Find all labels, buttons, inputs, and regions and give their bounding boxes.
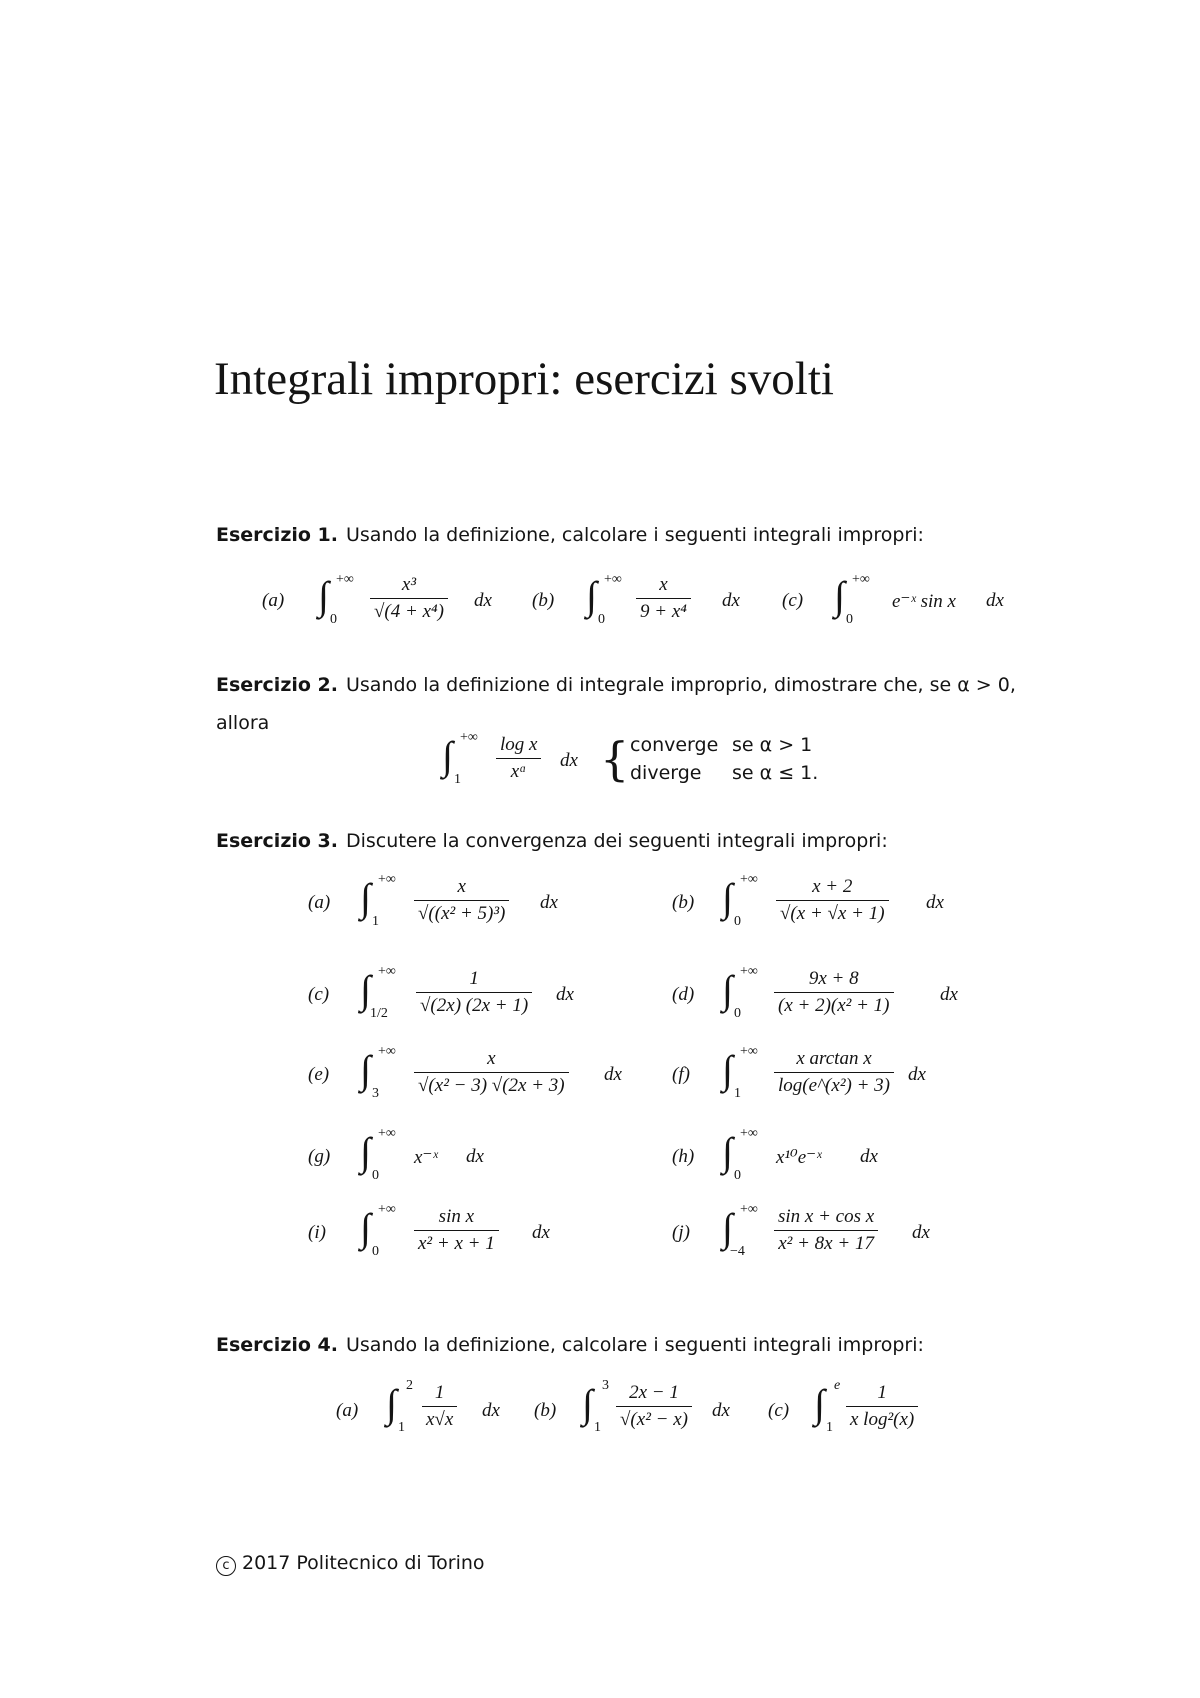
denominator: x log²(x) [846,1406,918,1431]
differential: dx [912,1222,930,1243]
exercise-4-statement [216,1334,924,1356]
item-tag: (c) [782,590,804,611]
exercise-3-item-g [308,1126,638,1190]
denominator: √(x² − x) [616,1406,692,1431]
exercise-4-item-c [768,1378,968,1448]
exercise-3-item-h [672,1126,1002,1190]
differential: dx [560,750,578,771]
page-title: Integrali impropri: esercizi svolti [214,353,834,405]
integral-sign: ∫ [360,967,371,1012]
upper-limit: 3 [602,1378,609,1393]
numerator: x + 2 [812,876,853,897]
exercise-2-integral [442,730,842,800]
upper-limit: +∞ [378,1126,396,1141]
numerator: 1 [469,968,479,989]
fraction [414,876,509,925]
differential: dx [986,590,1004,611]
upper-limit: +∞ [740,1044,758,1059]
item-tag: (e) [308,1064,330,1085]
denominator: √(4 + x⁴) [370,598,448,623]
denominator: √((x² + 5)³) [414,900,509,925]
exercise-4-label: Esercizio 4. [216,1334,338,1356]
differential: dx [482,1400,500,1421]
upper-limit: +∞ [378,1202,396,1217]
item-tag: (j) [672,1222,690,1243]
fraction [636,574,691,623]
exercise-3-item-f [672,1044,1002,1114]
integral-sign: ∫ [318,573,329,618]
exercise-3-item-b [672,872,1002,942]
fraction [774,968,894,1017]
lower-limit: 1 [454,772,461,787]
integrand: x¹⁰e⁻ˣ [776,1147,822,1168]
exercise-2-text: Usando la definizione di integrale improprio, dimostrare che, se α > 0, [346,674,1016,696]
upper-limit: +∞ [460,730,478,745]
lower-limit: 0 [734,1006,741,1021]
integral-sign: ∫ [386,1381,397,1426]
item-tag: (b) [534,1400,557,1421]
lower-limit: 1/2 [370,1006,388,1021]
exercise-4-text: Usando la definizione, calcolare i seguenti integrali impropri: [346,1334,924,1356]
numerator: x³ [401,574,417,595]
integral-sign: ∫ [814,1381,825,1426]
differential: dx [908,1064,926,1085]
numerator: 9x + 8 [808,968,859,989]
fraction [370,574,448,623]
fraction [774,1206,878,1255]
item-tag: (b) [672,892,695,913]
exercise-1-item-b [532,572,772,636]
item-tag: (h) [672,1146,695,1167]
upper-limit: +∞ [336,572,354,587]
upper-limit: +∞ [378,964,396,979]
integral-sign: ∫ [586,573,597,618]
upper-limit: 2 [406,1378,413,1393]
fraction [616,1382,692,1431]
integral-sign: ∫ [442,733,453,778]
numerator: 1 [434,1382,445,1403]
exercise-3-item-c [308,964,638,1034]
lower-limit: 0 [734,1168,741,1183]
lower-limit: 3 [372,1086,379,1101]
upper-limit: +∞ [378,872,396,887]
numerator: sin x + cos x [778,1206,875,1227]
denominator: xᵅ [496,758,541,783]
numerator: x arctan x [796,1048,872,1069]
numerator: x [659,574,668,595]
differential: dx [940,984,958,1005]
fraction [422,1382,457,1431]
footer [216,1552,485,1576]
denominator: log(e^(x²) + 3) [774,1072,894,1097]
differential: dx [466,1146,484,1167]
fraction [496,734,541,783]
case-condition: se α > 1 [732,734,813,756]
integral-sign: ∫ [360,1205,371,1250]
item-tag: (b) [532,590,555,611]
integral-sign: ∫ [722,1205,733,1250]
exercise-3-text: Discutere la convergenza dei seguenti integrali impropri: [346,830,888,852]
integral-sign: ∫ [582,1381,593,1426]
exercise-1-label: Esercizio 1. [216,524,338,546]
exercise-3-item-i [308,1202,638,1272]
exercise-2-statement [216,674,1016,696]
denominator: √(2x) (2x + 1) [416,992,532,1017]
lower-limit: 1 [734,1086,741,1101]
integrand: e⁻ˣ sin x [892,591,956,612]
fraction [774,1048,894,1097]
differential: dx [532,1222,550,1243]
exercise-1-text: Usando la definizione, calcolare i seguenti integrali impropri: [346,524,924,546]
lower-limit: 1 [594,1420,601,1435]
integral-sign: ∫ [360,875,371,920]
integral-sign: ∫ [360,1129,371,1174]
upper-limit: +∞ [740,964,758,979]
upper-limit: e [834,1378,841,1393]
upper-limit: +∞ [852,572,870,587]
integral-sign: ∫ [722,1047,733,1092]
exercise-4-item-b [534,1378,764,1448]
case-condition: se α ≤ 1. [732,762,819,784]
item-tag: (c) [768,1400,790,1421]
item-tag: (i) [308,1222,326,1243]
exercise-3-item-d [672,964,1002,1034]
exercise-3-statement [216,830,888,852]
numerator: sin x [438,1206,475,1227]
differential: dx [540,892,558,913]
denominator: x√x [422,1406,457,1431]
exercise-1-item-c [782,572,1022,636]
integral-sign: ∫ [360,1047,371,1092]
integral-sign: ∫ [722,875,733,920]
numerator: 2x − 1 [629,1382,679,1403]
item-tag: (a) [336,1400,359,1421]
item-tag: (g) [308,1146,331,1167]
denominator: x² + 8x + 17 [774,1230,878,1255]
upper-limit: +∞ [378,1044,396,1059]
lower-limit: 0 [372,1168,379,1183]
numerator: x [487,1048,496,1069]
numerator: x [457,876,466,897]
case-word: diverge [630,762,702,784]
exercise-3-item-a [308,872,638,942]
fraction [846,1382,918,1431]
integral-sign: ∫ [722,1129,733,1174]
denominator: √(x + √x + 1) [776,900,889,925]
numerator: log x [500,734,538,755]
item-tag: (c) [308,984,330,1005]
lower-limit: 1 [372,914,379,929]
case-word: converge [630,734,719,756]
item-tag: (f) [672,1064,690,1085]
fraction [416,968,532,1017]
item-tag: (a) [308,892,331,913]
differential: dx [474,590,492,611]
item-tag: (d) [672,984,695,1005]
upper-limit: +∞ [740,872,758,887]
denominator: 9 + x⁴ [636,598,691,623]
upper-limit: +∞ [740,1202,758,1217]
lower-limit: 1 [826,1420,833,1435]
footer-text: 2017 Politecnico di Torino [242,1552,485,1574]
lower-limit: 0 [372,1244,379,1259]
item-tag: (a) [262,590,285,611]
differential: dx [926,892,944,913]
differential: dx [604,1064,622,1085]
differential: dx [722,590,740,611]
lower-limit: 1 [398,1420,405,1435]
lower-limit: 0 [598,612,605,627]
exercise-2-text-continued: allora [216,712,270,734]
integral-sign: ∫ [722,967,733,1012]
denominator: (x + 2)(x² + 1) [774,992,894,1017]
lower-limit: 0 [330,612,337,627]
denominator: √(x² − 3) √(2x + 3) [414,1072,569,1097]
exercise-4-item-a [336,1378,536,1448]
lower-limit: 0 [734,914,741,929]
exercise-3-label: Esercizio 3. [216,830,338,852]
exercise-3-item-e [308,1044,648,1114]
differential: dx [556,984,574,1005]
exercise-1-statement [216,524,924,546]
fraction [414,1048,569,1097]
integrand: x⁻ˣ [414,1147,438,1168]
copyright-icon: c [216,1556,236,1576]
denominator: x² + x + 1 [414,1230,499,1255]
fraction [776,876,889,925]
differential: dx [860,1146,878,1167]
lower-limit: 0 [846,612,853,627]
upper-limit: +∞ [604,572,622,587]
exercise-3-item-j [672,1202,1002,1272]
numerator: 1 [877,1382,887,1403]
exercise-2-label: Esercizio 2. [216,674,338,696]
fraction [414,1206,499,1255]
lower-limit: −4 [730,1244,745,1259]
upper-limit: +∞ [740,1126,758,1141]
cases-brace: { [600,732,630,786]
integral-sign: ∫ [834,573,845,618]
differential: dx [712,1400,730,1421]
